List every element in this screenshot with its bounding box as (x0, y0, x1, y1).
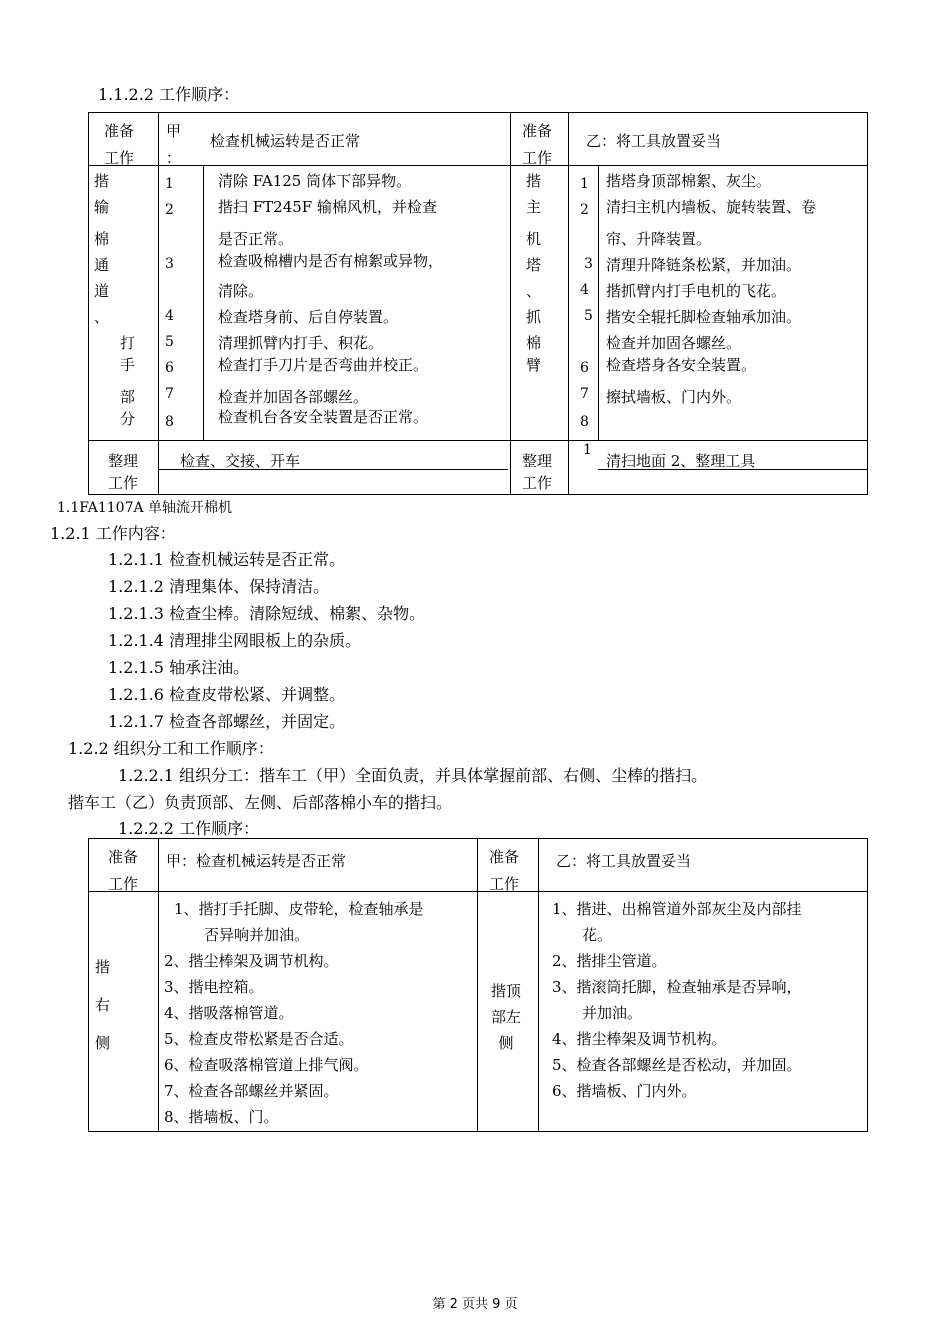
list-item: 5、检查各部螺丝是否松动，并加固。 (552, 1056, 802, 1074)
list-item: 检查并加固各螺丝。 (606, 334, 742, 352)
machine-heading: 1.1FA1107A 单轴流开棉机 (57, 500, 233, 516)
list-item: 3、揩滚筒托脚，检查轴承是否异响， (552, 978, 802, 996)
list-item: 检查吸棉槽内是否有棉絮或异物， (218, 252, 444, 270)
prep-work-label-b: 准备 工作 (522, 122, 553, 167)
finish-item-number: 1 (583, 442, 592, 458)
list-item: 4、揩尘棒架及调节机构。 (552, 1030, 727, 1048)
work-order-heading: 1.2.2.2 工作顺序： (118, 819, 260, 838)
list-item: 花。 (582, 926, 613, 944)
prep-work-label: 准备 工作 (104, 122, 135, 167)
list-item: 4、揩吸落棉管道。 (164, 1004, 294, 1022)
list-item: 1.2.1.2 清理集体、保持清洁。 (108, 577, 330, 596)
list-item: 揩扫 FT245F 输棉风机，并检查 (218, 198, 437, 216)
list-item: 2、揩尘棒架及调节机构。 (164, 952, 339, 970)
list-item: 清除 FA125 筒体下部异物。 (218, 172, 412, 190)
list-item: 6、揩墙板、门内外。 (552, 1082, 697, 1100)
organization-heading: 1.2.2 组织分工和工作顺序： (68, 739, 274, 758)
worker-b-prep-text: 乙：将工具放置妥当 (556, 852, 692, 870)
list-item: 揩抓臂内打手电机的飞花。 (606, 282, 787, 300)
list-item: 清除。 (218, 282, 264, 300)
list-item: 帘、升降装置。 (606, 230, 712, 248)
list-item: 6、检查吸落棉管道上排气阀。 (164, 1056, 369, 1074)
list-item: 揩安全辊托脚检查轴承加油。 (606, 308, 802, 326)
organization-paragraph-line2: 揩车工（乙）负责顶部、左侧、后部落棉小车的揩扫。 (68, 793, 453, 812)
finish-work-label-b: 整理 工作 (522, 452, 553, 492)
list-item: 1.2.1.1 检查机械运转是否正常。 (108, 550, 346, 569)
prep-work-label-b: 准备 工作 (489, 848, 520, 893)
list-item: 清理抓臂内打手、积花。 (218, 334, 384, 352)
list-item: 8、揩墙板、门。 (164, 1108, 279, 1126)
list-item: 是否正常。 (218, 230, 294, 248)
prep-work-label: 准备 工作 (108, 848, 139, 893)
worker-a-label: 甲 ： (166, 122, 182, 167)
worker-b-prep-text: 乙：将工具放置妥当 (586, 132, 722, 150)
list-item: 检查并加固各部螺丝。 (218, 388, 369, 406)
right-group-label: 揩顶 部左 侧 (491, 982, 522, 1052)
page-number: 第 2 页共 9 页 (432, 1297, 518, 1312)
list-item: 5、检查皮带松紧是否合适。 (164, 1030, 354, 1048)
list-item: 擦拭墙板、门内外。 (606, 388, 742, 406)
worker-b-finish-text: 清扫地面 2、整理工具 (606, 452, 756, 470)
list-item: 2、揩排尘管道。 (552, 952, 667, 970)
organization-paragraph-line1: 1.2.2.1 组织分工：揩车工（甲）全面负责，并具体掌握前部、右侧、尘棒的揩扫。 (118, 766, 708, 785)
list-item: 否异响并加油。 (204, 926, 310, 944)
section-heading: 1.1.2.2 工作顺序： (98, 85, 240, 104)
list-item: 检查塔身前、后自停装置。 (218, 308, 399, 326)
list-item: 1.2.1.6 检查皮带松紧、并调整。 (108, 685, 346, 704)
work-content-heading: 1.2.1 工作内容： (50, 524, 176, 543)
list-item: 揩塔身顶部棉絮、灰尘。 (606, 172, 772, 190)
worker-a-prep-text: 甲：检查机械运转是否正常 (166, 852, 347, 870)
list-item: 7、检查各部螺丝并紧固。 (164, 1082, 339, 1100)
list-item: 清理升降链条松紧，并加油。 (606, 256, 802, 274)
list-item: 1.2.1.3 检查尘棒。清除短绒、棉絮、杂物。 (108, 604, 426, 623)
worker-a-prep-text: 检查机械运转是否正常 (210, 132, 361, 150)
list-item: 1、揩打手托脚、皮带轮，检查轴承是 (174, 900, 424, 918)
list-item: 1、揩进、出棉管道外部灰尘及内部挂 (552, 900, 802, 918)
list-item: 检查塔身各安全装置。 (606, 356, 757, 374)
list-item: 检查机台各安全装置是否正常。 (218, 408, 429, 426)
list-item: 清扫主机内墙板、旋转装置、卷 (606, 198, 817, 216)
list-item: 并加油。 (582, 1004, 643, 1022)
list-item: 1.2.1.7 检查各部螺丝，并固定。 (108, 712, 346, 731)
list-item: 1.2.1.4 清理排尘网眼板上的杂质。 (108, 631, 362, 650)
list-item: 3、揩电控箱。 (164, 978, 264, 996)
worker-a-finish-text: 检查、交接、开车 (180, 452, 301, 470)
list-item: 1.2.1.5 轴承注油。 (108, 658, 250, 677)
finish-work-label: 整理 工作 (108, 452, 139, 492)
list-item: 检查打手刀片是否弯曲并校正。 (218, 356, 429, 374)
